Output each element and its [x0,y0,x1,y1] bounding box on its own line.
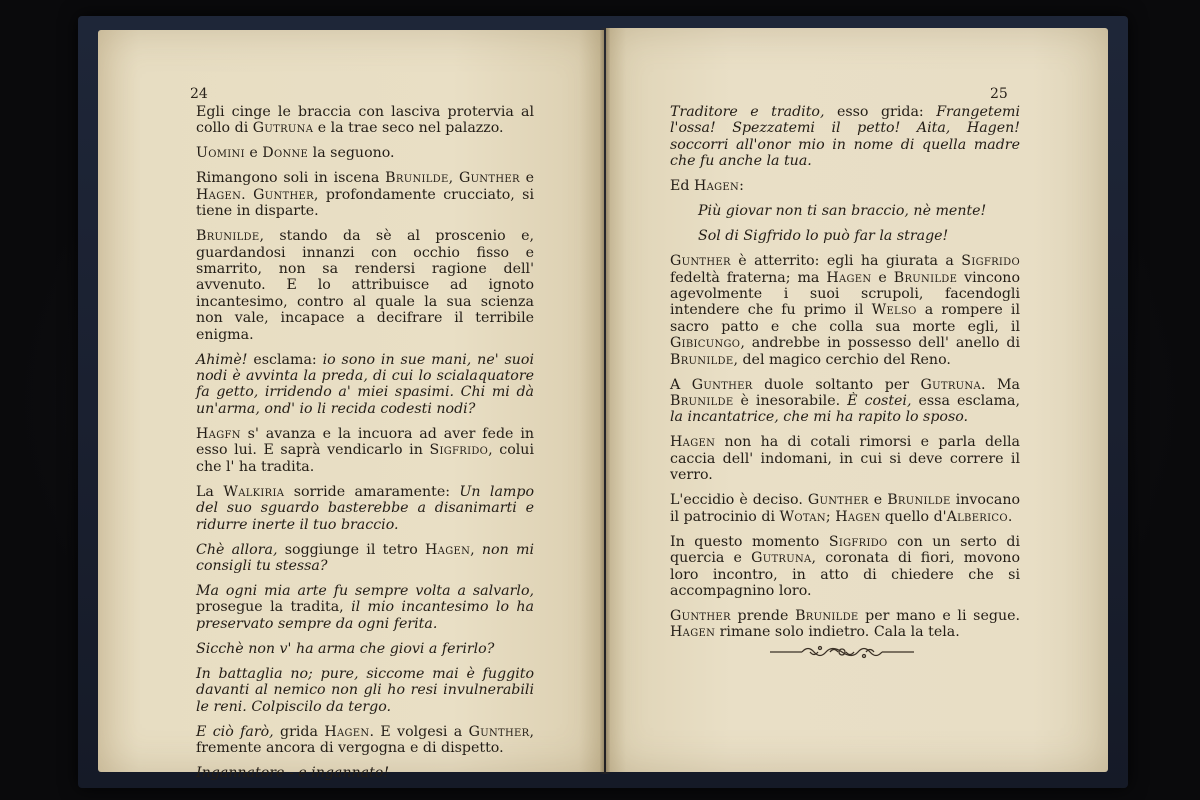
character-name: Brunilde [893,269,958,286]
body-text: , colui che l' ha tradita. [196,442,534,475]
body-text: è atterrito: egli ha giurata a [730,253,962,270]
body-text: esso grida: [824,104,937,120]
character-name: Sigfrido [828,533,888,550]
italic-text: In battaglia no; pure, siccome mai è fuggito davanti al nemico non gli ho resi invulnerabili le reni. Colpiscilo da tergo. [196,665,534,715]
paragraph [196,426,534,475]
body-text: s' avanza e la incuora ad aver fede in esso lui. E saprà vendicarlo in [196,425,534,459]
character-name: Hagfn [196,425,241,442]
body-text: è inesorabile. [733,393,848,410]
body-text: , [470,541,482,558]
body-text: prende [730,607,796,624]
paragraph [670,492,1020,525]
character-name: Gunther [670,607,731,624]
character-name: Gunther [691,376,753,393]
character-name: Hagen [196,186,242,203]
body-text: per mano e li segue. [858,607,1020,624]
body-text: essa esclama, [911,393,1020,410]
body-text: grida [273,723,325,740]
character-name: Gunther [468,723,530,740]
character-name: Walkiria [223,483,285,500]
character-name: Welso [871,302,917,319]
right-page-text [670,104,1020,649]
body-text: La [196,483,224,500]
paragraph [670,203,1020,219]
body-text: prosegue la tradita, [196,599,352,616]
character-name: Donne [262,145,309,162]
paragraph [196,228,534,343]
character-name: Hagen [693,178,740,195]
body-text: soggiunge il tetro [277,541,425,558]
paragraph [196,583,534,632]
body-text: rimane solo indietro. Cala la tela. [715,624,960,641]
body-text: e [519,170,534,187]
body-text: . [241,186,254,203]
character-name: Gunther [253,186,314,203]
body-text: fedeltà fraterna; ma [670,269,827,286]
character-name: Brunilde [670,393,734,410]
left-page-number: 24 [190,86,208,102]
body-text: . E volgesi a [369,723,469,740]
body-text: Egli cinge le braccia con lasciva protervia al collo di [196,104,534,137]
paragraph [670,534,1020,600]
paragraph [196,641,534,657]
italic-text: non mi consigli tu stessa? [196,541,534,574]
italic-text: il mio incantesimo lo ha preservato sempre da ogni ferita. [196,599,534,632]
character-name: Hagen [324,723,370,740]
italic-text: Sicchè non v' ha arma che giovi a ferirlo? [196,640,495,657]
italic-text: Un lampo del suo sguardo basterebbe a disanimarti e ridurre inerte il tuo braccio. [196,483,535,533]
body-text: : [739,178,744,195]
character-name: Sigfrido [961,253,1020,270]
body-text: , andrebbe in possesso dell' anello di [740,335,1020,352]
paragraph [196,724,534,757]
body-text: , profondamente crucciato, si tiene in disparte. [196,186,534,220]
character-name: Hagen [826,269,872,286]
character-name: Hagen [670,434,716,451]
character-name: Hagen [835,508,881,525]
body-text: , del magico cerchio del Reno. [733,351,951,368]
body-text: la seguono. [308,145,395,162]
character-name: Sigfrido [429,442,489,459]
character-name: Brunilde [887,492,951,509]
body-text: , coronata di fiori, movono loro incontro, in atto di chiedere che si accompagnino loro. [670,550,1020,599]
paragraph [670,253,1020,368]
body-text: non ha di cotali rimorsi e parla della caccia dell' indomani, in cui si deve correre il verro. [670,434,1020,484]
body-text: quello d' [880,508,947,525]
paragraph [196,104,534,137]
character-name: Gutruna [920,376,981,393]
body-text: ; [825,508,836,525]
paragraph [196,145,534,161]
paragraph [196,352,534,418]
body-text: sorride amaramente: [284,483,460,500]
character-name: Uomini [196,145,245,162]
italic-text: Traditore e tradito, [670,104,825,120]
fleuron-ornament-icon [770,642,914,662]
character-name: Gutruna [252,120,314,137]
character-name: Hagen [425,541,471,558]
character-name: Wotan [779,508,826,525]
italic-text: È costei, [847,393,912,410]
paragraph [196,170,534,219]
italic-text: la incantatrice, che mi ha rapito lo sposo. [670,409,969,426]
body-text: e [871,269,894,286]
paragraph [670,608,1020,641]
character-name: Gunther [458,170,520,187]
paragraph [196,666,534,715]
body-text: . [1007,508,1013,525]
character-name: Brunilde [795,607,859,624]
body-text: e [244,145,263,162]
paragraph [196,484,534,533]
paragraph [196,542,534,575]
left-page-text [196,104,534,790]
body-text: . Ma [980,376,1020,393]
body-text: e la trae seco nel palazzo. [313,120,504,137]
character-name: Gibicungo [670,335,741,352]
italic-text: E ciò farò, [196,723,274,740]
body-text: In questo momento [670,533,829,550]
right-page-number: 25 [990,86,1008,102]
body-text: , fremente ancora di vergogna e di dispetto. [196,723,534,756]
body-text: Rimangono soli in iscena [196,170,386,187]
character-name: Hagen [670,624,716,641]
paragraph [670,104,1020,170]
body-text: L'eccidio è deciso. [670,492,808,509]
body-text: , stando da sè al proscenio e, guardandosi innanzi con occhio fisso e smarrito, non sa rendersi ragione dell' avvenuto. E lo attribuisce ad ignoto incantesimo, contro al quale la sua scienza non vale, incapace a decifrare il terribile enigma. [196,228,534,343]
italic-text: Più giovar non ti san braccio, nè mente! [698,203,987,220]
character-name: Brunilde [670,351,734,368]
body-text: Ed [670,178,694,195]
body-text: e [868,492,888,509]
body-text: esclama: [247,351,323,368]
paragraph [670,228,1020,244]
book-gutter [600,28,610,774]
character-name: Gunther [670,253,731,270]
body-text: invocano il patrocinio di [670,492,1021,525]
body-text: vincono agevolmente i suoi scrupoli, facendogli intendere che fu primo il [670,269,1020,319]
body-text: duole soltanto per [752,376,921,393]
body-text: con un serto di quercia e [670,533,1020,567]
character-name: Gunther [807,492,869,509]
character-name: Brunilde [196,228,260,245]
body-text: A [670,376,692,393]
italic-text: Ingannatore - e ingannato! [196,764,390,781]
paragraph [670,377,1020,426]
body-text: , [448,170,459,187]
italic-text: Ahimè! [196,351,248,368]
paragraph [670,178,1020,194]
italic-text: Chè allora, [196,541,278,558]
italic-text: Frangetemi l'ossa! Spezzatemi il petto! Aita, Hagen! soccorri all'onor mio in nome di quella madre che fu anche la tua. [670,104,1020,170]
character-name: Alberico [946,508,1008,525]
italic-text: io sono in sue mani, ne' suoi nodi è avvinta la preda, di cui lo scialaquatore fa getto, irridendo a' miei spasimi. Chi mi dà un'arma, ond' io li recida codesti nodi? [196,351,534,417]
paragraph [670,434,1020,483]
paragraph [196,765,534,781]
character-name: Brunilde [385,170,449,187]
italic-text: Ma ogni mia arte fu sempre volta a salvarlo, [196,582,534,599]
italic-text: Sol di Sigfrido lo può far la strage! [698,228,949,245]
body-text: a rompere il sacro patto e che colla sua morte egli, il [670,302,1020,335]
character-name: Gutruna [751,550,812,567]
